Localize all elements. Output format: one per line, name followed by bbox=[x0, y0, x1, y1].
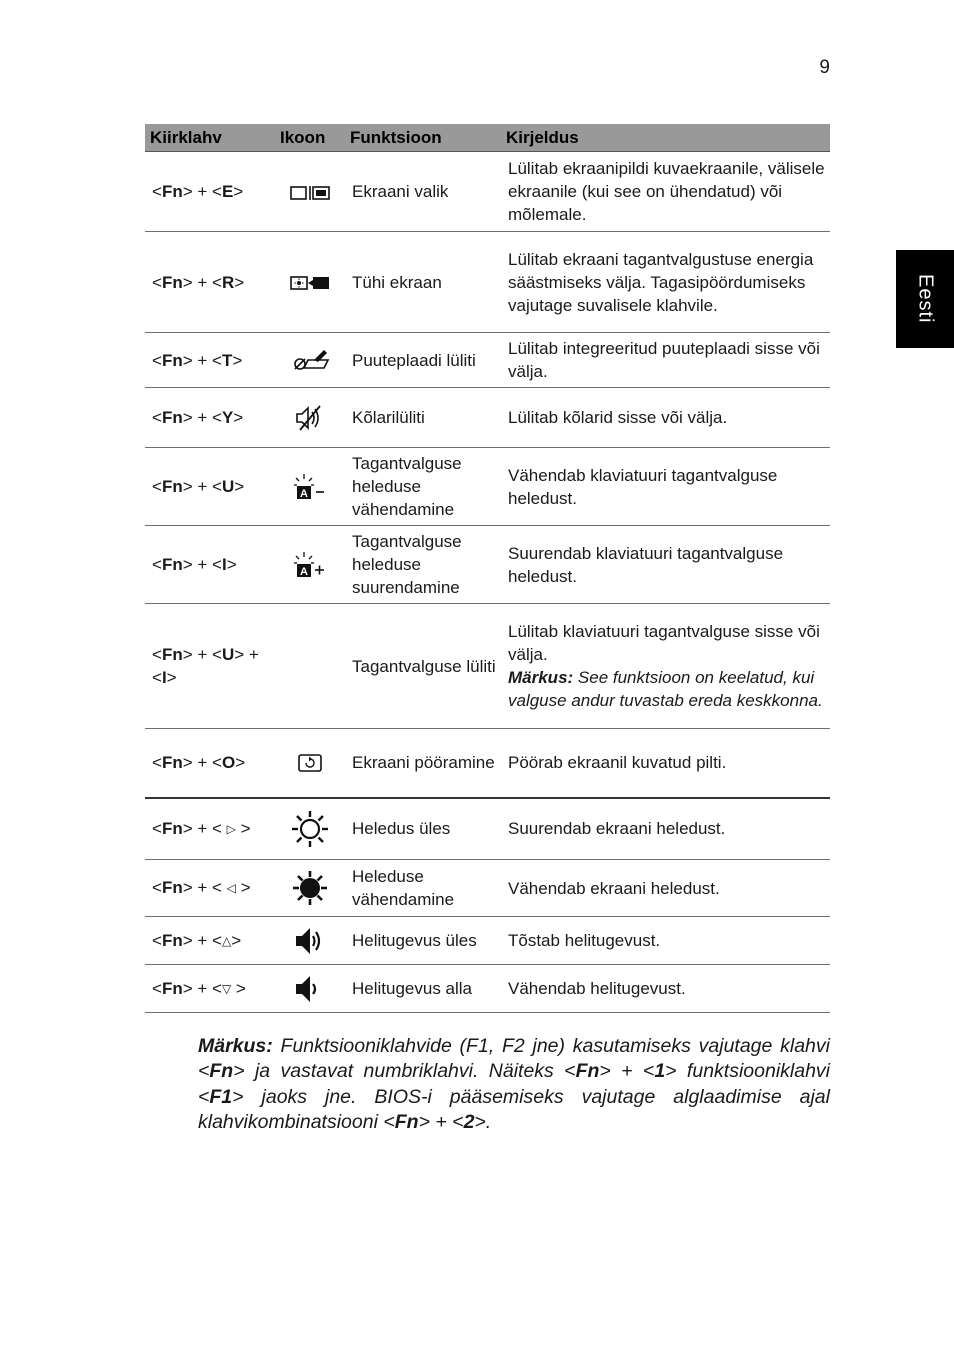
function-name: Puuteplaadi lüliti bbox=[345, 333, 501, 388]
function-description: Vähendab helitugevust. bbox=[501, 965, 830, 1013]
function-name: Kõlarilüliti bbox=[345, 388, 501, 448]
function-name: Tagantvalguse heleduse vähendamine bbox=[345, 448, 501, 526]
function-name: Tagantvalguse lüliti bbox=[345, 604, 501, 729]
key-combo: <Fn> + < ◁ > bbox=[145, 860, 275, 917]
key-combo: <Fn> + <T> bbox=[145, 333, 275, 388]
table-row bbox=[145, 860, 830, 917]
table-row bbox=[145, 917, 830, 965]
header-key: Kiirklahv bbox=[145, 124, 275, 152]
brightness-down-icon bbox=[290, 868, 330, 908]
key-combo: <Fn> + <E> bbox=[145, 152, 275, 232]
function-name: Tühi ekraan bbox=[345, 232, 501, 333]
key-combo: <Fn> + <O> bbox=[145, 729, 275, 798]
function-description: Vähendab ekraani heledust. bbox=[501, 860, 830, 917]
function-description: Pöörab ekraanil kuvatud pilti. bbox=[501, 729, 830, 798]
language-tab-label: Eesti bbox=[914, 274, 937, 324]
volume-down-icon bbox=[290, 972, 330, 1006]
function-name: Ekraani valik bbox=[345, 152, 501, 232]
function-name: Ekraani pööramine bbox=[345, 729, 501, 798]
function-description: Vähendab klaviatuuri tagantvalguse heledust. bbox=[501, 448, 830, 526]
table-row bbox=[145, 448, 830, 526]
key-combo: <Fn> + <Y> bbox=[145, 388, 275, 448]
function-name: Heledus üles bbox=[345, 798, 501, 860]
svg-text:A: A bbox=[300, 487, 308, 500]
backlight-up-icon bbox=[290, 550, 330, 580]
function-name: Helitugevus üles bbox=[345, 917, 501, 965]
key-combo: <Fn> + < ▷ > bbox=[145, 798, 275, 860]
footnote: Märkus: Funktsiooniklahvide (F1, F2 jne) kasutamiseks vajutage klahvi <Fn> ja vastavat numbriklahvi. Näiteks <Fn> + <1> funktsiooniklahvi <F1> jaoks jne. BIOS-i pääsemiseks vajutage alglaadimise ajal klahvikombinatsiooni <Fn> + <2>. bbox=[198, 1034, 831, 1133]
note-text: See funktsioon on keelatud, kui valguse andur tuvastab ereda keskkonna. bbox=[508, 668, 823, 710]
function-description: Lülitab ekraanipildi kuvaekraanile, välisele ekraanile (kui see on ühendatud) või mõlemale. bbox=[501, 152, 830, 232]
function-name: Helitugevus alla bbox=[345, 965, 501, 1013]
function-description: Suurendab klaviatuuri tagantvalguse heledust. bbox=[501, 526, 830, 604]
brightness-up-icon bbox=[290, 809, 330, 849]
function-description: Lülitab klaviatuuri tagantvalguse sisse või välja. Märkus: See funktsioon on keelatud, kui valguse andur tuvastab ereda keskkonna. bbox=[501, 604, 830, 729]
table-row bbox=[145, 333, 830, 388]
table-row bbox=[145, 965, 830, 1013]
key-combo: <Fn> + <U> bbox=[145, 448, 275, 526]
key-combo: <Fn> + <U> + <I> bbox=[145, 604, 275, 729]
icon-cell-empty bbox=[275, 604, 345, 729]
key-combo: <Fn> + <I> bbox=[145, 526, 275, 604]
key-combo: <Fn> + <▽ > bbox=[145, 965, 275, 1013]
volume-up-icon bbox=[290, 924, 330, 958]
screen-rotate-icon bbox=[290, 751, 330, 775]
touchpad-toggle-icon bbox=[288, 346, 332, 374]
header-icon: Ikoon bbox=[275, 124, 345, 152]
display-switch-icon bbox=[288, 183, 332, 203]
speaker-toggle-icon bbox=[290, 403, 330, 433]
footnote-label: Märkus: bbox=[198, 1034, 273, 1057]
table-header-row bbox=[145, 124, 830, 152]
table-row bbox=[145, 604, 830, 729]
table-row bbox=[145, 388, 830, 448]
table-row bbox=[145, 232, 830, 333]
function-name: Tagantvalguse heleduse suurendamine bbox=[345, 526, 501, 604]
key-combo: <Fn> + <R> bbox=[145, 232, 275, 333]
function-description: Suurendab ekraani heledust. bbox=[501, 798, 830, 860]
page-number: 9 bbox=[819, 57, 830, 78]
table-row bbox=[145, 152, 830, 232]
language-tab bbox=[896, 250, 954, 348]
function-description: Lülitab integreeritud puuteplaadi sisse või välja. bbox=[501, 333, 830, 388]
function-description: Tõstab helitugevust. bbox=[501, 917, 830, 965]
function-name: Heleduse vähendamine bbox=[345, 860, 501, 917]
header-function: Funktsioon bbox=[345, 124, 501, 152]
table-row bbox=[145, 798, 830, 860]
table-row bbox=[145, 729, 830, 798]
header-description: Kirjeldus bbox=[501, 124, 830, 152]
function-description: Lülitab ekraani tagantvalgustuse energia säästmiseks välja. Tagasipöördumiseks vajutage suvalisele klahvile. bbox=[501, 232, 830, 333]
key-combo: <Fn> + <△> bbox=[145, 917, 275, 965]
function-description: Lülitab kõlarid sisse või välja. bbox=[501, 388, 830, 448]
backlight-down-icon bbox=[290, 472, 330, 502]
screen-blank-icon bbox=[288, 273, 332, 293]
svg-text:A: A bbox=[300, 565, 308, 578]
table-row bbox=[145, 526, 830, 604]
shortcut-table bbox=[145, 124, 830, 1013]
note-label: Märkus: bbox=[508, 668, 574, 687]
